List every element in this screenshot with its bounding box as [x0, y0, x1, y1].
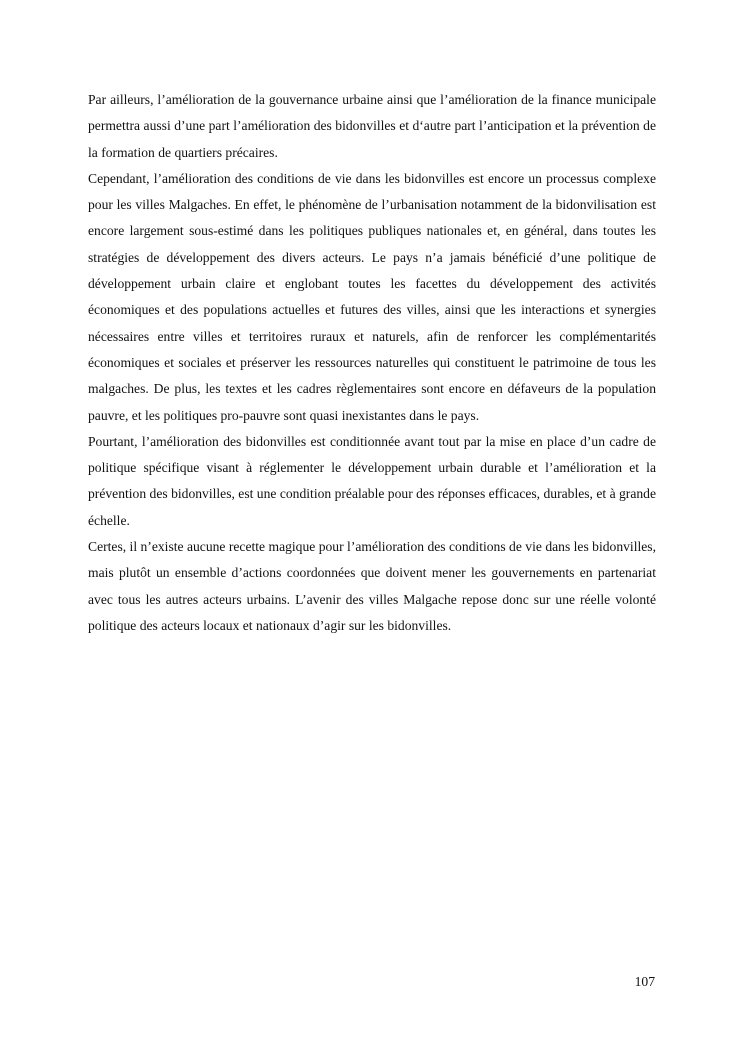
paragraph-complex-process: Cependant, l’amélioration des conditions de vie dans les bidonvilles est encore un processus complexe pour les villes Malgaches. En effet, le phénomène de l’urbanisation notamment de la bidonvilisation est encore largement sous-estimé dans les politiques publiques nationales et, en général, dans toutes les stratégies de développement des divers acteurs. Le pays n’a jamais bénéficié d’une politique de développement urbain claire et englobant toutes les facettes du développement des activités économiques et des populations actuelles et futures des villes, ainsi que les interactions et synergies nécessaires entre villes et territoires ruraux et naturels, afin de renforcer les complémentarités économiques et sociales et préserver les ressources naturelles qui constituent le patrimoine de tous les malgaches. De plus, les textes et les cadres règlementaires sont encore en défaveurs de la population pauvre, et les politiques pro-pauvre sont quasi inexistantes dans le pays.: [88, 170, 656, 423]
page-number: 107: [634, 974, 655, 989]
body-text: [88, 87, 656, 639]
paragraph-policy-framework: Pourtant, l’amélioration des bidonvilles est conditionnée avant tout par la mise en place d’un cadre de politique spécifique visant à réglementer le développement urbain durable et l’amélioration et la prévention des bidonvilles, est une condition préalable pour des réponses efficaces, durables, et à grande échelle.: [88, 433, 656, 528]
paragraph-governance: Par ailleurs, l’amélioration de la gouvernance urbaine ainsi que l’amélioration de la finance municipale permettra aussi d’une part l’amélioration des bidonvilles et d‘autre part l’anticipation et la prévention de la formation de quartiers précaires.: [88, 92, 656, 160]
paragraph-conclusion: Certes, il n’existe aucune recette magique pour l’amélioration des conditions de vie dans les bidonvilles, mais plutôt un ensemble d’actions coordonnées que doivent mener les gouvernements en partenariat avec tous les autres acteurs urbains. L’avenir des villes Malgache repose donc sur une réelle volonté politique des acteurs locaux et nationaux d’agir sur les bidonvilles.: [88, 539, 656, 633]
